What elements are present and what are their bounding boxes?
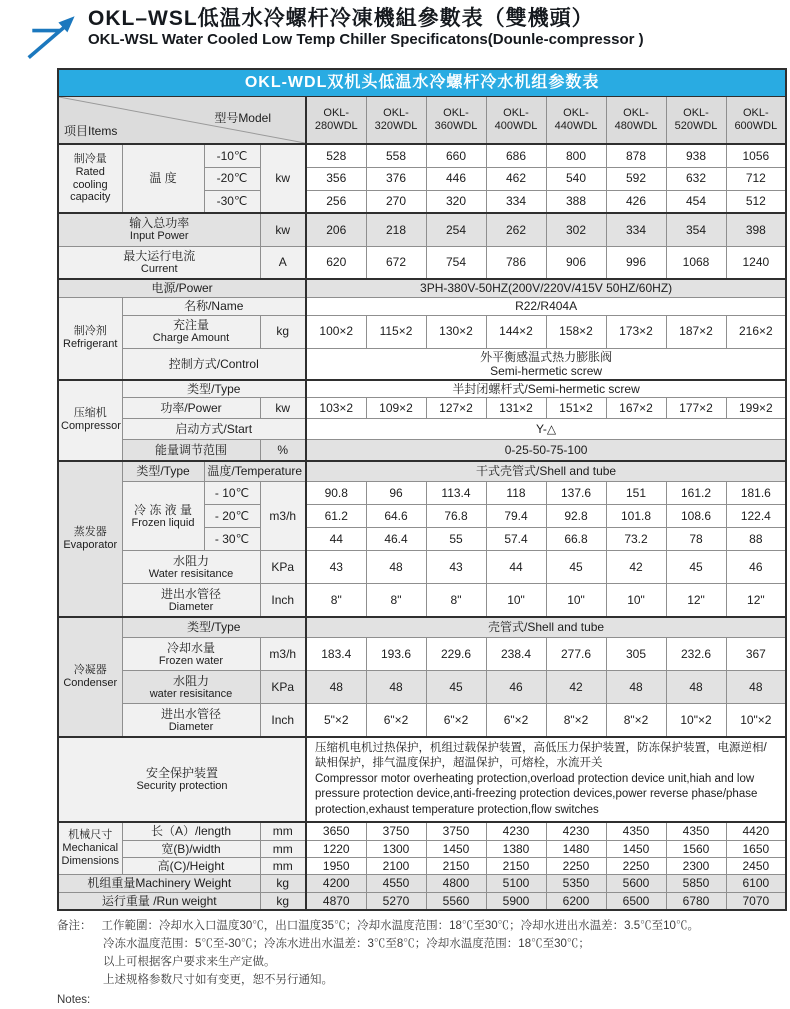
value-cell: 187×2: [666, 315, 726, 348]
row-compressor-power: [58, 398, 786, 419]
unit-cell: m3/h: [260, 638, 306, 671]
model-column-header: OKL-600WDL: [726, 97, 786, 145]
note-line: 以上可根据客户要求来生产定做。: [103, 955, 276, 968]
value-cell: 108.6: [666, 505, 726, 528]
notes-en-label: Notes:: [57, 993, 91, 1006]
table-caption-row: [58, 69, 786, 97]
value-cell: 8": [306, 584, 366, 617]
value-cell: 48: [726, 671, 786, 704]
value-cell: 1950: [306, 857, 366, 874]
value-cell: 12": [666, 584, 726, 617]
row-label-input-power: 输入总功率 Input Power: [58, 213, 260, 246]
value-cell: 4200: [306, 874, 366, 892]
value-cell: 3650: [306, 822, 366, 840]
value-cell: 229.6: [426, 638, 486, 671]
temp-label: - 10℃: [204, 482, 260, 505]
row-frozen-minus10: [58, 482, 786, 505]
row-label-run-weight: 运行重量 /Run weight: [58, 892, 260, 910]
value-cell: 158×2: [546, 315, 606, 348]
value-cell: 996: [606, 246, 666, 279]
value-cell: 800: [546, 144, 606, 167]
value-cell: 1220: [306, 840, 366, 857]
value-cell: 376: [366, 167, 426, 190]
value-cell: 6"×2: [426, 704, 486, 737]
value-cell: 1068: [666, 246, 726, 279]
row-power-supply: [58, 279, 786, 297]
section-label-mechanical: 机械尺寸 Mechanical Dimensions: [58, 822, 122, 874]
row-label-machine-weight: 机组重量Machinery Weight: [58, 874, 260, 892]
value-cell: 10": [606, 584, 666, 617]
energy-range-value: 0-25-50-75-100: [306, 440, 786, 461]
model-label: 型号Model: [214, 111, 271, 125]
row-security-protection: [58, 737, 786, 823]
row-label-frozen-liquid: 冷 冻 液 量 Frozen liquid: [122, 482, 204, 551]
row-energy-range: [58, 440, 786, 461]
row-condenser-type: [58, 617, 786, 638]
value-cell: 131×2: [486, 398, 546, 419]
value-cell: 2250: [606, 857, 666, 874]
value-cell: 462: [486, 167, 546, 190]
items-label: 项目Items: [64, 123, 118, 138]
value-cell: 151: [606, 482, 666, 505]
temp-label: - 30℃: [204, 528, 260, 551]
value-cell: 254: [426, 213, 486, 246]
value-cell: 42: [546, 671, 606, 704]
value-cell: 938: [666, 144, 726, 167]
value-cell: 620: [306, 246, 366, 279]
value-cell: 1056: [726, 144, 786, 167]
value-cell: 44: [306, 528, 366, 551]
note-line: 上述规格参数尺寸如有变更，恕不另行通知。: [103, 973, 333, 986]
arrow-logo-icon: [26, 10, 80, 62]
row-cond-diameter: [58, 704, 786, 737]
model-column-header: OKL-400WDL: [486, 97, 546, 145]
value-cell: 78: [666, 528, 726, 551]
value-cell: 45: [546, 551, 606, 584]
row-current: [58, 246, 786, 279]
value-cell: 161.2: [666, 482, 726, 505]
value-cell: 10"×2: [726, 704, 786, 737]
value-cell: 2250: [546, 857, 606, 874]
value-cell: 4550: [366, 874, 426, 892]
value-cell: 5100: [486, 874, 546, 892]
title-block: [26, 6, 790, 62]
value-cell: 144×2: [486, 315, 546, 348]
value-cell: 43: [306, 551, 366, 584]
value-cell: 101.8: [606, 505, 666, 528]
value-cell: 878: [606, 144, 666, 167]
value-cell: 632: [666, 167, 726, 190]
compressor-type-value: 半封闭螺杆式/Semi-hermetic screw: [306, 380, 786, 398]
value-cell: 118: [486, 482, 546, 505]
value-cell: 4230: [486, 822, 546, 840]
value-cell: 270: [366, 190, 426, 213]
row-label-evap-diameter: 进出水管径 Diameter: [122, 584, 260, 617]
value-cell: 218: [366, 213, 426, 246]
value-cell: 130×2: [426, 315, 486, 348]
value-cell: 2150: [426, 857, 486, 874]
value-cell: 48: [366, 551, 426, 584]
value-cell: 6200: [546, 892, 606, 910]
power-supply-value: 3PH-380V-50HZ(200V/220V/415V 50HZ/60HZ): [306, 279, 786, 297]
unit-cell: kw: [260, 398, 306, 419]
value-cell: 45: [426, 671, 486, 704]
control-value: 外平衡感温式热力膨胀阀 Semi-hermetic screw: [306, 348, 786, 380]
value-cell: 1380: [486, 840, 546, 857]
temp-label: -20℃: [204, 167, 260, 190]
value-cell: 262: [486, 213, 546, 246]
evaporator-type-value: 干式壳管式/Shell and tube: [306, 461, 786, 482]
value-cell: 103×2: [306, 398, 366, 419]
value-cell: 712: [726, 167, 786, 190]
page-subtitle: OKL-WSL Water Cooled Low Temp Chiller Specificatons(Dounle-compressor ): [88, 31, 644, 49]
section-label-compressor: 压缩机 Compressor: [58, 380, 122, 461]
value-cell: 46: [486, 671, 546, 704]
value-cell: 786: [486, 246, 546, 279]
value-cell: 305: [606, 638, 666, 671]
value-cell: 1650: [726, 840, 786, 857]
row-control: [58, 348, 786, 380]
value-cell: 42: [606, 551, 666, 584]
value-cell: 57.4: [486, 528, 546, 551]
value-cell: 454: [666, 190, 726, 213]
note-line: [57, 918, 790, 936]
value-cell: 2150: [486, 857, 546, 874]
row-label-control: 控制方式/Control: [122, 348, 306, 380]
model-column-header: OKL-320WDL: [366, 97, 426, 145]
row-label-evap-type: 类型/Type: [122, 461, 204, 482]
value-cell: 1300: [366, 840, 426, 857]
value-cell: 90.8: [306, 482, 366, 505]
value-cell: 5600: [606, 874, 666, 892]
page-title: OKL–WSL低温水冷螺杆冷凍機組參數表（雙機頭）: [88, 7, 594, 30]
value-cell: 55: [426, 528, 486, 551]
value-cell: 173×2: [606, 315, 666, 348]
unit-cell: mm: [260, 840, 306, 857]
value-cell: 686: [486, 144, 546, 167]
value-cell: 446: [426, 167, 486, 190]
value-cell: 5"×2: [306, 704, 366, 737]
row-label-security: 安全保护装置 Security protection: [58, 737, 306, 823]
value-cell: 92.8: [546, 505, 606, 528]
value-cell: 5270: [366, 892, 426, 910]
value-cell: 528: [306, 144, 366, 167]
value-cell: 46.4: [366, 528, 426, 551]
unit-cell: kw: [260, 213, 306, 246]
value-cell: 1560: [666, 840, 726, 857]
value-cell: 6500: [606, 892, 666, 910]
value-cell: 64.6: [366, 505, 426, 528]
value-cell: 906: [546, 246, 606, 279]
value-cell: 754: [426, 246, 486, 279]
value-cell: 122.4: [726, 505, 786, 528]
value-cell: 76.8: [426, 505, 486, 528]
value-cell: 46: [726, 551, 786, 584]
row-machine-weight: [58, 874, 786, 892]
value-cell: 115×2: [366, 315, 426, 348]
unit-cell: kg: [260, 315, 306, 348]
section-label-condenser: 冷凝器 Condenser: [58, 617, 122, 737]
table-caption: OKL-WDL双机头低温水冷螺杆冷水机组参数表: [58, 69, 786, 97]
model-column-header: OKL-360WDL: [426, 97, 486, 145]
row-refrigerant-name: [58, 297, 786, 315]
value-cell: 199×2: [726, 398, 786, 419]
row-label-evap-resistance: 水阻力 Water resisitance: [122, 551, 260, 584]
row-evaporator-type: [58, 461, 786, 482]
value-cell: 109×2: [366, 398, 426, 419]
value-cell: 354: [666, 213, 726, 246]
value-cell: 151×2: [546, 398, 606, 419]
unit-cell: A: [260, 246, 306, 279]
corner-header-cell: [58, 97, 306, 145]
value-cell: 4350: [606, 822, 666, 840]
row-label-start: 启动方式/Start: [122, 419, 306, 440]
value-cell: 238.4: [486, 638, 546, 671]
value-cell: 10"×2: [666, 704, 726, 737]
value-cell: 4870: [306, 892, 366, 910]
value-cell: 388: [546, 190, 606, 213]
value-cell: 44: [486, 551, 546, 584]
value-cell: 6780: [666, 892, 726, 910]
value-cell: 73.2: [606, 528, 666, 551]
value-cell: 558: [366, 144, 426, 167]
value-cell: 672: [366, 246, 426, 279]
row-label-current: 最大运行电流 Current: [58, 246, 260, 279]
row-label-comp-power: 功率/Power: [122, 398, 260, 419]
row-label-energy: 能量调节范围: [122, 440, 260, 461]
value-cell: 48: [606, 671, 666, 704]
value-cell: 302: [546, 213, 606, 246]
row-label-name: 名称/Name: [122, 297, 306, 315]
row-label-comp-type: 类型/Type: [122, 380, 306, 398]
row-label-evap-temp: 温度/Temperature: [204, 461, 306, 482]
value-cell: 320: [426, 190, 486, 213]
value-cell: 2300: [666, 857, 726, 874]
value-cell: 10": [486, 584, 546, 617]
unit-cell: KPa: [260, 551, 306, 584]
model-column-header: OKL-520WDL: [666, 97, 726, 145]
unit-cell: Inch: [260, 704, 306, 737]
value-cell: 4420: [726, 822, 786, 840]
value-cell: 167×2: [606, 398, 666, 419]
value-cell: 127×2: [426, 398, 486, 419]
value-cell: 183.4: [306, 638, 366, 671]
value-cell: 7070: [726, 892, 786, 910]
value-cell: 5900: [486, 892, 546, 910]
start-mode-value: Y-△: [306, 419, 786, 440]
value-cell: 5560: [426, 892, 486, 910]
value-cell: 177×2: [666, 398, 726, 419]
value-cell: 4350: [666, 822, 726, 840]
unit-cell: %: [260, 440, 306, 461]
row-label-cond-resistance: 水阻力 water resisitance: [122, 671, 260, 704]
value-cell: 216×2: [726, 315, 786, 348]
temp-group-label: 温 度: [122, 144, 204, 213]
value-cell: 1450: [606, 840, 666, 857]
spec-table: [57, 68, 787, 911]
security-protection-value: 压缩机电机过热保护，机组过载保护装置，高低压力保护装置，防冻保护装置，电源逆相/缺相保护，排气温度保护，超温保护，可熔栓，水流开关 Compressor motor overheating protection,overload protection device unit,hiah and low pressure protection device,anti-freezing protection devices,power reverse phase/phase protection,exhaust temperature protection,flow switches: [306, 737, 786, 823]
value-cell: 5350: [546, 874, 606, 892]
value-cell: 66.8: [546, 528, 606, 551]
row-width: [58, 840, 786, 857]
value-cell: 206: [306, 213, 366, 246]
value-cell: 10": [546, 584, 606, 617]
temp-label: -30℃: [204, 190, 260, 213]
section-label-refrigerant: 制冷剂 Refrigerant: [58, 297, 122, 380]
unit-cell: Inch: [260, 584, 306, 617]
model-header-row: [58, 97, 786, 145]
unit-cell: kw: [260, 144, 306, 213]
unit-cell: KPa: [260, 671, 306, 704]
value-cell: 1450: [426, 840, 486, 857]
notes-block: [57, 918, 790, 1009]
unit-cell: mm: [260, 822, 306, 840]
value-cell: 660: [426, 144, 486, 167]
row-height: [58, 857, 786, 874]
value-cell: 88: [726, 528, 786, 551]
row-run-weight: [58, 892, 786, 910]
notes-zh-label: 备注：: [57, 920, 92, 933]
value-cell: 512: [726, 190, 786, 213]
note-line: 冷冻水温度范围：5℃至-30℃；冷冻水进出水温差：3℃至8℃；冷却水温度范围：18℃至30℃；: [103, 938, 590, 951]
row-label-cond-type: 类型/Type: [122, 617, 306, 638]
value-cell: 48: [666, 671, 726, 704]
value-cell: 2450: [726, 857, 786, 874]
row-label-cond-flow: 冷却水量 Frozen water: [122, 638, 260, 671]
value-cell: 12": [726, 584, 786, 617]
condenser-type-value: 壳管式/Shell and tube: [306, 617, 786, 638]
value-cell: 79.4: [486, 505, 546, 528]
row-cooling-minus10: [58, 144, 786, 167]
value-cell: 48: [306, 671, 366, 704]
value-cell: 8": [366, 584, 426, 617]
value-cell: 232.6: [666, 638, 726, 671]
row-label-length: 长（A）/length: [122, 822, 260, 840]
value-cell: 113.4: [426, 482, 486, 505]
row-evap-resistance: [58, 551, 786, 584]
value-cell: 256: [306, 190, 366, 213]
value-cell: 137.6: [546, 482, 606, 505]
value-cell: 2100: [366, 857, 426, 874]
row-input-power: [58, 213, 786, 246]
unit-cell: kg: [260, 874, 306, 892]
row-cond-flow: [58, 638, 786, 671]
row-start-mode: [58, 419, 786, 440]
value-cell: 367: [726, 638, 786, 671]
value-cell: 4800: [426, 874, 486, 892]
row-label-height: 高(C)/Height: [122, 857, 260, 874]
value-cell: 1240: [726, 246, 786, 279]
model-column-header: OKL-280WDL: [306, 97, 366, 145]
row-cond-resistance: [58, 671, 786, 704]
value-cell: 5850: [666, 874, 726, 892]
value-cell: 3750: [426, 822, 486, 840]
value-cell: 426: [606, 190, 666, 213]
value-cell: 181.6: [726, 482, 786, 505]
row-charge-amount: [58, 315, 786, 348]
row-label-charge: 充注量 Charge Amount: [122, 315, 260, 348]
unit-cell: m3/h: [260, 482, 306, 551]
value-cell: 4230: [546, 822, 606, 840]
unit-cell: kg: [260, 892, 306, 910]
value-cell: 100×2: [306, 315, 366, 348]
value-cell: 6100: [726, 874, 786, 892]
row-evap-diameter: [58, 584, 786, 617]
value-cell: 193.6: [366, 638, 426, 671]
row-compressor-type: [58, 380, 786, 398]
value-cell: 6"×2: [366, 704, 426, 737]
value-cell: 8"×2: [546, 704, 606, 737]
value-cell: 1480: [546, 840, 606, 857]
value-cell: 334: [606, 213, 666, 246]
note-text: 工作範圍：冷却水入口温度30℃，出口温度35℃；冷却水温度范围：18℃至30℃；冷却水进出水温差：3.5℃至10℃。: [101, 920, 699, 933]
unit-cell: mm: [260, 857, 306, 874]
row-label-cond-diameter: 进出水管径 Diameter: [122, 704, 260, 737]
temp-label: - 20℃: [204, 505, 260, 528]
row-label-power-supply: 电源/Power: [58, 279, 306, 297]
row-length: [58, 822, 786, 840]
value-cell: 48: [366, 671, 426, 704]
value-cell: 3750: [366, 822, 426, 840]
value-cell: 277.6: [546, 638, 606, 671]
value-cell: 61.2: [306, 505, 366, 528]
value-cell: 334: [486, 190, 546, 213]
value-cell: 592: [606, 167, 666, 190]
value-cell: 356: [306, 167, 366, 190]
value-cell: 8": [426, 584, 486, 617]
refrigerant-name-value: R22/R404A: [306, 297, 786, 315]
value-cell: 96: [366, 482, 426, 505]
model-column-header: OKL-480WDL: [606, 97, 666, 145]
section-label-cooling: 制冷量 Rated cooling capacity: [58, 144, 122, 213]
value-cell: 540: [546, 167, 606, 190]
value-cell: 43: [426, 551, 486, 584]
section-label-evaporator: 蒸发器 Evaporator: [58, 461, 122, 617]
temp-label: -10℃: [204, 144, 260, 167]
value-cell: 6"×2: [486, 704, 546, 737]
value-cell: 8"×2: [606, 704, 666, 737]
model-column-header: OKL-440WDL: [546, 97, 606, 145]
value-cell: 45: [666, 551, 726, 584]
value-cell: 398: [726, 213, 786, 246]
row-label-width: 宽(B)/width: [122, 840, 260, 857]
